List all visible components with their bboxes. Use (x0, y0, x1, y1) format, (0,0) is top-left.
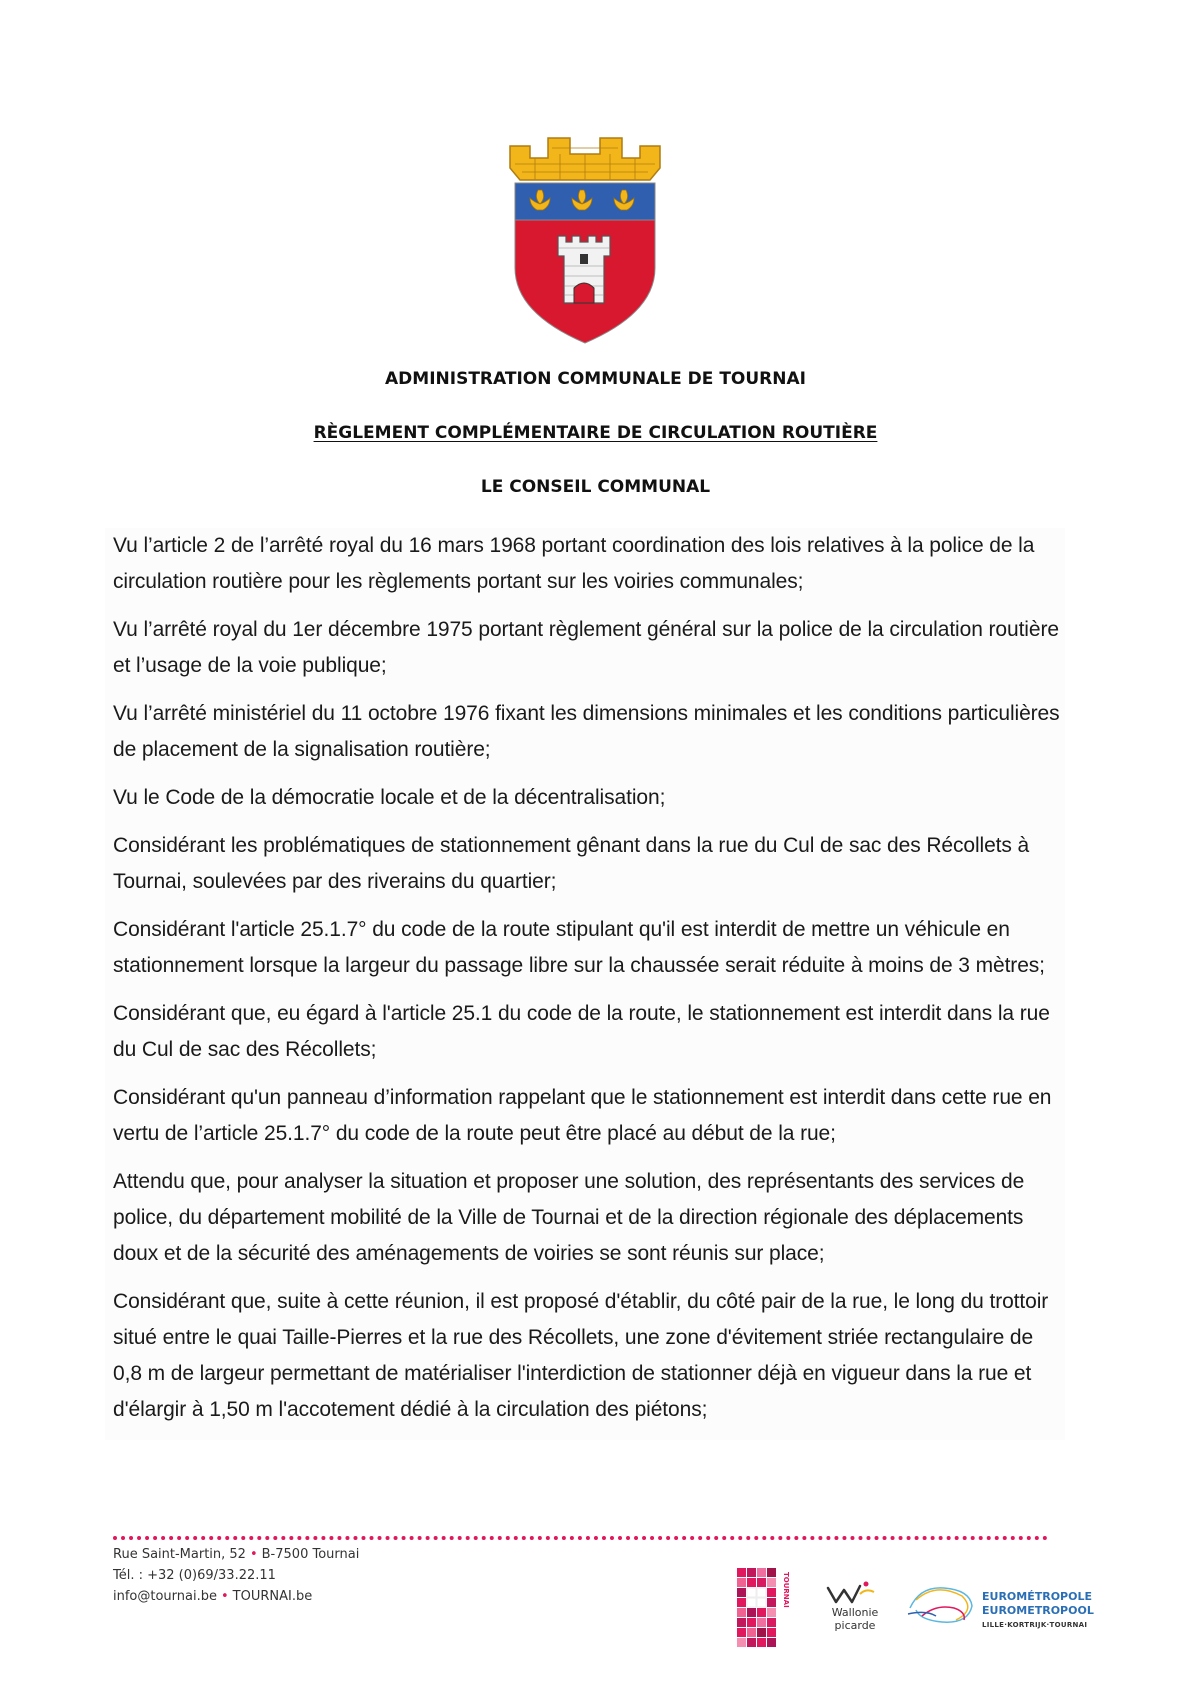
footer-divider (113, 1536, 1048, 1540)
document-body (105, 528, 1065, 1440)
paragraph: Vu le Code de la démocratie locale et de la décentralisation; (113, 786, 666, 809)
paragraph: Considérant qu'un panneau d’information rappelant que le stationnement est interdit dans cette rue en vertu de l’article 25.1.7° du code de la route peut être placé au début de la rue; (113, 1086, 1052, 1145)
paragraph: Considérant les problématiques de stationnement gênant dans la rue du Cul de sac des Récollets à Tournai, soulevées par des riverains du quartier; (113, 834, 1030, 893)
tower-icon (558, 236, 610, 303)
eurometropool-line-nl: EUROMETROPOOL (982, 1604, 1094, 1617)
paragraph: Considérant que, eu égard à l'article 25.1 du code de la route, le stationnement est interdit dans la rue du Cul de sac des Récollets; (113, 1002, 1050, 1061)
paragraph: Vu l’arrêté ministériel du 11 octobre 1976 fixant les dimensions minimales et les conditions particulières de placement de la signalisation routière; (113, 702, 1060, 761)
picarde-line: picarde (834, 1619, 876, 1632)
paragraph: Attendu que, pour analyser la situation et proposer une solution, des représentants des services de police, du département mobilité de la Ville de Tournai et de la direction régionale des déplacements doux et de la sécurité des aménagements de voiries se sont réunis sur place; (113, 1170, 1025, 1265)
administration-title: ADMINISTRATION COMMUNALE DE TOURNAI (385, 369, 806, 389)
wallonie-picarde-logo-text (820, 1606, 890, 1632)
address-street: Rue Saint-Martin, 52 (113, 1547, 246, 1562)
bullet-separator: • (221, 1589, 229, 1604)
footer-address (113, 1547, 443, 1562)
paragraph: Vu l’article 2 de l’arrêté royal du 16 mars 1968 portant coordination des lois relatives à la police de la circulation routière pour les règlements portant sur les voiries communales; (113, 534, 1035, 593)
crown-icon (510, 138, 660, 180)
tournai-logo-icon (737, 1568, 789, 1648)
eurometropole-logo-text (982, 1590, 1092, 1632)
tournai-logo-text: TOURNAI (782, 1572, 790, 1608)
tournai-coat-of-arms (490, 128, 680, 353)
eurometropole-logo-icon (906, 1580, 978, 1630)
council-title: LE CONSEIL COMMUNAL (480, 477, 711, 497)
footer-phone: Tél. : +32 (0)69/33.22.11 (113, 1568, 276, 1583)
eurometropole-line-fr: EUROMÉTROPOLE (982, 1590, 1092, 1603)
regulation-title: RÈGLEMENT COMPLÉMENTAIRE DE CIRCULATION ROUTIÈRE (313, 423, 878, 443)
paragraph: Considérant que, suite à cette réunion, il est proposé d'établir, du côté pair de la rue, le long du trottoir situé entre le quai Taille-Pierres et la rue des Récollets, une zone d'évitement striée rectangulaire de 0,8 m de largeur permettant de matérialiser l'interdiction de stationner déjà en vigueur dans la rue et d'élargir à 1,50 m l'accotement dédié à la circulation des piétons; (113, 1290, 1049, 1421)
eurometropole-cities: LILLE·KORTRIJK·TOURNAI (982, 1621, 1088, 1629)
paragraph: Considérant l'article 25.1.7° du code de la route stipulant qu'il est interdit de mettre un véhicule en stationnement lorsque la largeur du passage libre sur la chaussée serait réduite à moins de 3 mètres; (113, 918, 1045, 977)
email-link[interactable]: info@tournai.be (113, 1589, 217, 1604)
wallonie-line: Wallonie (831, 1606, 879, 1619)
footer-contact (113, 1589, 443, 1604)
paragraph: Vu l’arrêté royal du 1er décembre 1975 portant règlement général sur la police de la circulation routière et l’usage de la voie publique; (113, 618, 1059, 677)
bullet-separator: • (249, 1547, 258, 1562)
website-link[interactable]: TOURNAI.be (232, 1589, 313, 1604)
address-city: B-7500 Tournai (261, 1547, 360, 1562)
